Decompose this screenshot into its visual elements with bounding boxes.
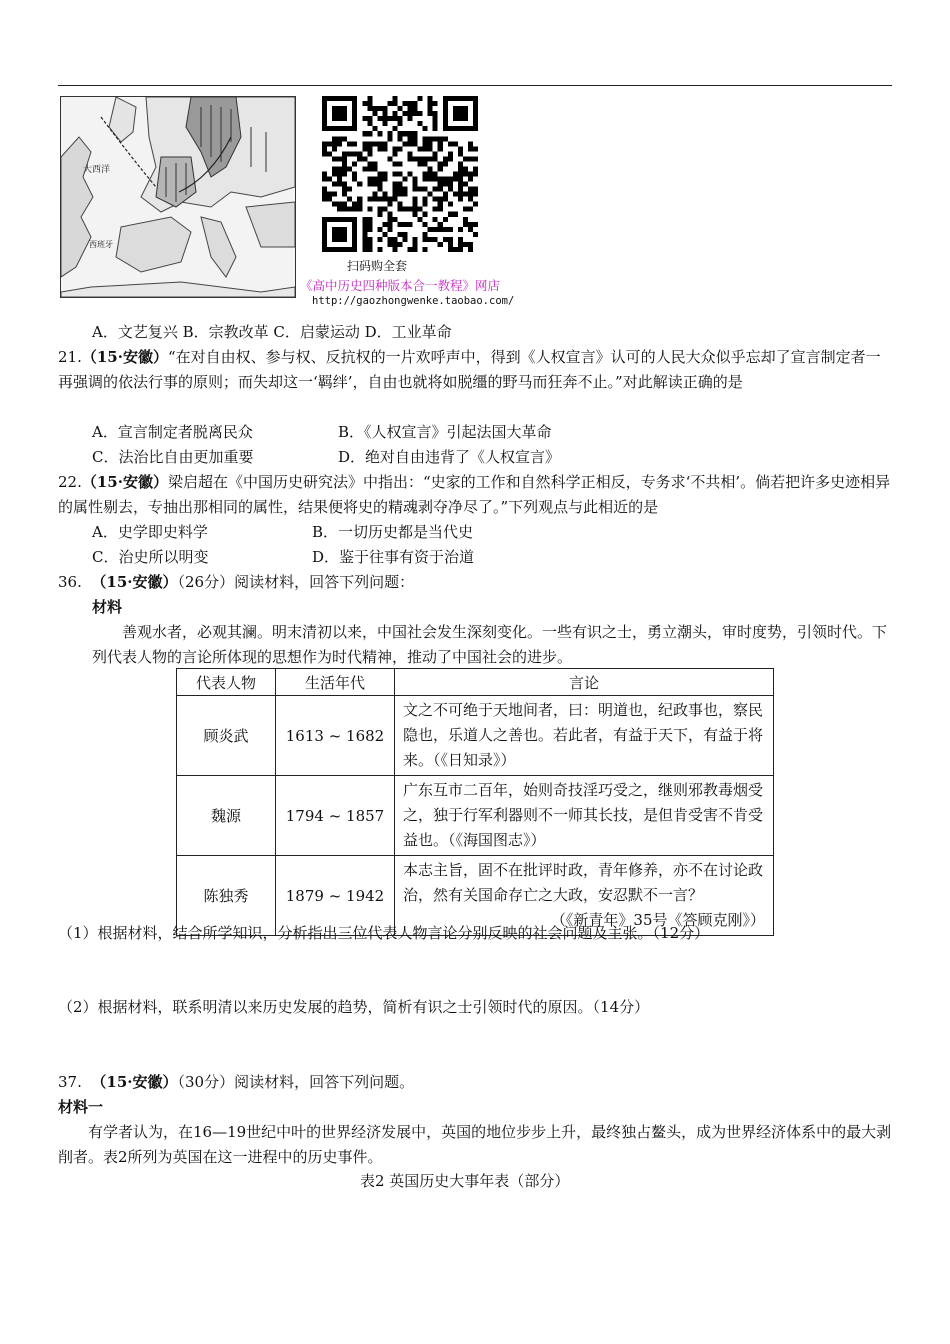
header-rule xyxy=(58,85,892,86)
table-cell-quote: 文之不可绝于天地间者，曰：明道也，纪政事也，察民隐也，乐道人之善也。若此者，有益于天下，有益于将来。（《日知录》） xyxy=(395,696,774,776)
table-header-person: 代表人物 xyxy=(177,669,276,696)
table-cell-years: 1794 ~ 1857 xyxy=(276,776,395,856)
q20-options: A．文艺复兴 B．宗教改革 C．启蒙运动 D．工业革命 xyxy=(92,323,452,341)
q21-number: 21. xyxy=(58,348,82,366)
q37-material-text: 有学者认为，在16—19世纪中叶的世界经济发展中，英国的地位步步上升，最终独占鳌头，成为世界经济体系中的最大剥削者。表2所列为英国在这一进程中的历史事件。 xyxy=(58,1123,892,1166)
table-quote-citation: （《新青年》35号《答顾克刚》） xyxy=(550,911,765,929)
q22-source: （15·安徽） xyxy=(81,473,168,491)
q22-option-a: A．史学即史料学 xyxy=(92,523,208,541)
q22-number: 22. xyxy=(58,473,82,491)
europe-map xyxy=(60,96,296,298)
q21-stem: “在对自由权、参与权、反抗权的一片欢呼声中，得到《人权宣言》认可的人民大众似乎忘却了宣言制定者一再强调的依法行事的原则；而失却这一‘羁绊’，自由也就将如脱缰的野马而狂奔不止。”对此解读正确的是 xyxy=(58,348,881,391)
q37-table-caption: 表2 英国历史大事年表（部分） xyxy=(360,1172,570,1190)
q37-number: 37. xyxy=(58,1073,82,1091)
table-cell-person: 陈独秀 xyxy=(177,856,276,936)
q21-option-a: A．宣言制定者脱离民众 xyxy=(92,423,253,441)
map-label-atlantic: 大西洋 xyxy=(83,165,111,175)
table-cell-years: 1613 ~ 1682 xyxy=(276,696,395,776)
q21-option-d: D．绝对自由违背了《人权宣言》 xyxy=(338,448,561,466)
map-label-spain: 西班牙 xyxy=(89,240,113,249)
q22-option-d: D．鉴于往事有资于治道 xyxy=(312,548,475,566)
q36-number: 36. xyxy=(58,573,82,591)
table-cell-quote: 广东互市二百年，始则奇技淫巧受之，继则邪教毒烟受之，独于行军利器则不一师其长技，是但肯受害不肯受益也。（《海国图志》） xyxy=(395,776,774,856)
q36-material-text: 善观水者，必观其澜。明末清初以来，中国社会发生深刻变化。一些有识之士，勇立潮头，审时度势，引领时代。下列代表人物的言论所体现的思想作为时代精神，推动了中国社会的进步。 xyxy=(92,623,888,666)
table-header-row xyxy=(177,669,774,696)
q21-option-b: B．《人权宣言》引起法国大革命 xyxy=(338,423,552,441)
q37-heading xyxy=(58,1071,414,1092)
shop-link[interactable]: 《高中历史四种版本合一教程》网店 xyxy=(300,278,501,293)
qr-caption: 扫码购全套 xyxy=(347,259,408,273)
table-quote-text: 本志主旨，固不在批评时政，青年修养，亦不在讨论政治，然有关国命存亡之大政，安忍默不一言？ xyxy=(403,861,764,904)
q22-option-b: B．一切历史都是当代史 xyxy=(312,523,474,541)
q36-source: （15·安徽） xyxy=(91,573,178,591)
q37-intro: （30分）阅读材料，回答下列问题。 xyxy=(177,1073,415,1091)
q37-source: （15·安徽） xyxy=(91,1073,178,1091)
map-drawing xyxy=(61,97,295,297)
q21-source: （15·安徽） xyxy=(81,348,168,366)
q22-stem-block xyxy=(58,470,894,520)
q36-material-label: 材料 xyxy=(92,598,123,616)
q37-material-label: 材料一 xyxy=(58,1098,104,1116)
q21-stem-block xyxy=(58,345,894,395)
q36-table xyxy=(176,668,774,936)
q21-option-c: C．法治比自由更加重要 xyxy=(92,448,254,466)
q36-intro: （26分）阅读材料，回答下列问题： xyxy=(177,573,415,591)
q22-stem: 梁启超在《中国历史研究法》中指出：“史家的工作和自然科学正相反，专务求‘不共相’。倘若把许多史迹相异的属性剔去，专抽出那相同的属性，结果便将史的精魂剥夺净尽了。”下列观点与此相近的是 xyxy=(58,473,891,516)
table-row xyxy=(177,696,774,776)
table-cell-person: 顾炎武 xyxy=(177,696,276,776)
table-cell-person: 魏源 xyxy=(177,776,276,856)
table-header-years: 生活年代 xyxy=(276,669,395,696)
table-cell-years: 1879 ~ 1942 xyxy=(276,856,395,936)
shop-url[interactable]: http://gaozhongwenke.taobao.com/ xyxy=(312,295,515,307)
q36-subquestion-1: （1）根据材料，结合所学知识，分析指出三位代表人物言论分别反映的社会问题及主张。（12分） xyxy=(58,924,710,942)
q36-subquestion-2: （2）根据材料，联系明清以来历史发展的趋势，简析有识之士引领时代的原因。（14分） xyxy=(58,998,650,1016)
table-row xyxy=(177,776,774,856)
q36-heading xyxy=(58,571,414,592)
qr-code[interactable] xyxy=(322,96,478,252)
q22-option-c: C．治史所以明变 xyxy=(92,548,209,566)
table-header-quote: 言论 xyxy=(395,669,774,696)
